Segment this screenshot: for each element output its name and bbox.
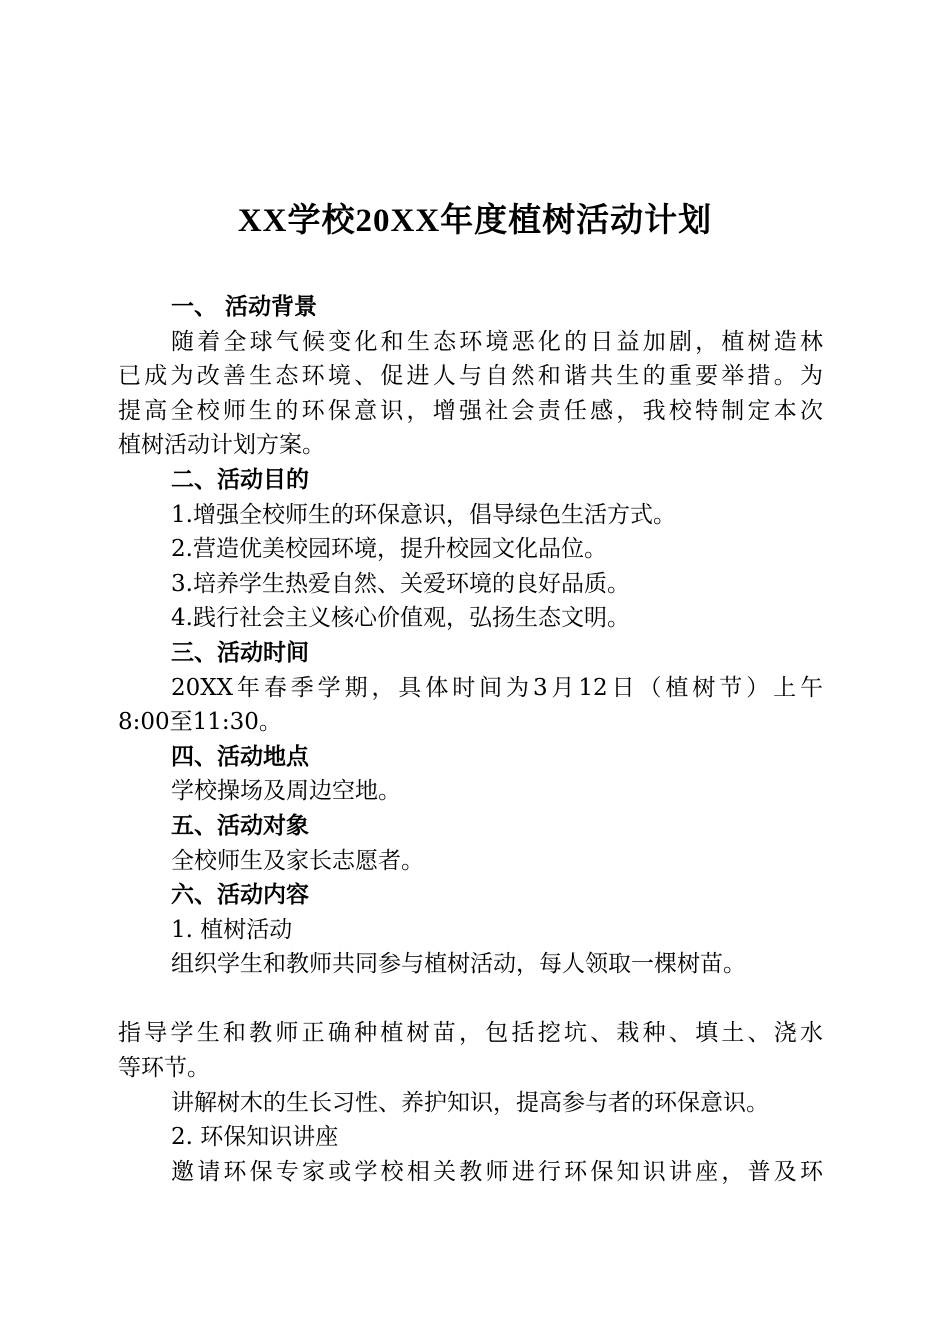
blank-line xyxy=(118,982,823,1017)
list-item: 2.营造优美校园环境，提升校园文化品位。 xyxy=(171,536,607,563)
section-heading-time: 三、活动时间 xyxy=(171,639,309,666)
list-item: 3.培养学生热爱自然、关爱环境的良好品质。 xyxy=(171,570,630,597)
paragraph-line: 等环节。 xyxy=(118,1055,210,1082)
section-heading-background: 一、 活动背景 xyxy=(171,294,318,320)
paragraph-line: 讲解树木的生长习性、养护知识，提高参与者的环保意识。 xyxy=(171,1089,769,1116)
paragraph-line: 组织学生和教师共同参与植树活动，每人领取一棵树苗。 xyxy=(171,951,746,978)
section-heading-location: 四、活动地点 xyxy=(171,743,309,770)
subsection-heading: 2. 环保知识讲座 xyxy=(171,1124,339,1151)
paragraph-line: 植树活动计划方案。 xyxy=(118,432,325,459)
paragraph-line: 8:00至11:30。 xyxy=(118,709,282,736)
list-item: 1.增强全校师生的环保意识，倡导绿色生活方式。 xyxy=(171,501,676,528)
paragraph-line: 全校师生及家长志愿者。 xyxy=(171,847,424,874)
document-body xyxy=(118,290,823,1189)
paragraph-line: 指导学生和教师正确种植树苗，包括挖坑、栽种、填土、浇水 xyxy=(118,1020,823,1047)
document-title: XX学校20XX年度植树活动计划 xyxy=(237,203,713,239)
subsection-heading: 1. 植树活动 xyxy=(171,916,293,943)
paragraph-line: 邀请环保专家或学校相关教师进行环保知识讲座，普及环 xyxy=(171,1158,823,1185)
list-item: 4.践行社会主义核心价值观，弘扬生态文明。 xyxy=(171,605,630,632)
paragraph-line: 提高全校师生的环保意识，增强社会责任感，我校特制定本次 xyxy=(118,397,823,424)
paragraph-line: 已成为改善生态环境、促进人与自然和谐共生的重要举措。为 xyxy=(118,363,823,390)
paragraph-line: 随着全球气候变化和生态环境恶化的日益加剧，植树造林 xyxy=(171,328,823,355)
paragraph-line: 20XX年春季学期，具体时间为3月12日（植树节）上午 xyxy=(171,674,823,701)
section-heading-content: 六、活动内容 xyxy=(171,882,309,909)
paragraph-line: 学校操场及周边空地。 xyxy=(171,778,401,805)
section-heading-participants: 五、活动对象 xyxy=(171,812,309,839)
section-heading-purpose: 二、活动目的 xyxy=(171,466,309,493)
